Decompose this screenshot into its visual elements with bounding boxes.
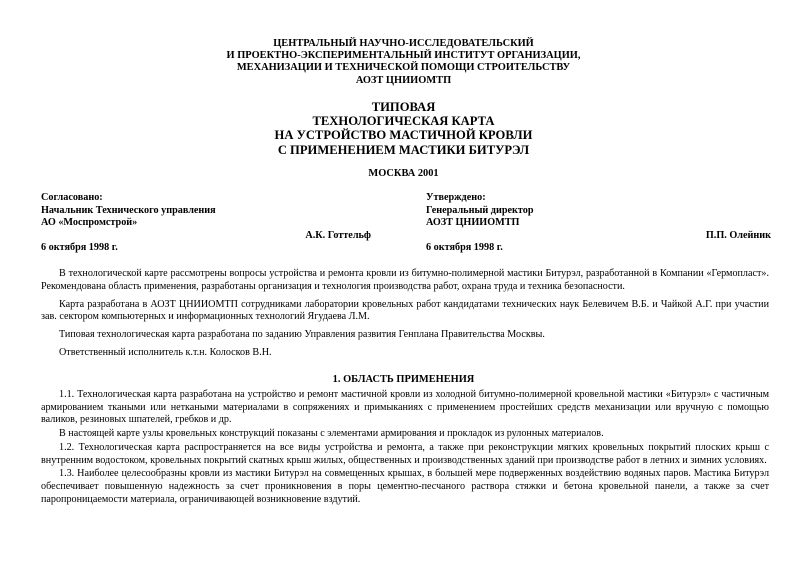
intro-text (41, 268, 769, 365)
signature-org: АО «Моспромстрой» (41, 217, 138, 229)
signature-name: П.П. Олейник (705, 229, 771, 241)
section-paragraph: В настоящей карте узлы кровельных конструкций показаны с элементами армирования и прокладок из рулонных материалов. (59, 428, 604, 440)
title-line: НА УСТРОЙСТВО МАСТИЧНОЙ КРОВЛИ (274, 128, 533, 143)
signature-block-approved (426, 192, 771, 255)
section-paragraph: 1.1. Технологическая карта разработана на устройство и ремонт мастичной кровли из холодной битумно-полимерной кровельной мастики «Битурэл» с частичным армированием ткаными или неткаными материалами в сопряжениях и примыканиях с применением простейших средств механизации или вручную с помощью валиков, резиновых шпателей, гребков и др. (41, 389, 769, 426)
section-paragraph: 1.2. Технологическая карта распространяется на все виды устройства и ремонта, а также при реконструкции мягких кровельных покрытий плоских крыш с внутренним водостоком, кровельных покрытий скатных крыш жилых, общественных и производственных зданий при производстве работ в летних и зимних условиях. (41, 441, 769, 466)
org-line: ЦЕНТРАЛЬНЫЙ НАУЧНО-ИССЛЕДОВАТЕЛЬСКИЙ (273, 38, 534, 49)
signature-date: 6 октября 1998 г. (426, 242, 503, 254)
document-title (0, 100, 807, 157)
section-heading: 1. ОБЛАСТЬ ПРИМЕНЕНИЯ (332, 374, 475, 385)
title-line: ТИПОВАЯ (371, 100, 436, 114)
org-line: АОЗТ ЦНИИОМТП (355, 74, 452, 86)
title-line: С ПРИМЕНЕНИЕМ МАСТИКИ БИТУРЭЛ (277, 142, 530, 157)
org-line: И ПРОЕКТНО-ЭКСПЕРИМЕНТАЛЬНЫЙ ИНСТИТУТ ОРГАНИЗАЦИИ, (226, 50, 581, 62)
signature-name: А.К. Готтельф (305, 229, 371, 241)
section-text (41, 389, 769, 508)
signature-status: Утверждено: (426, 192, 486, 203)
signature-status: Согласовано: (41, 192, 103, 203)
org-line: МЕХАНИЗАЦИИ И ТЕХНИЧЕСКОЙ ПОМОЩИ СТРОИТЕЛЬСТВУ (236, 62, 571, 74)
signature-block-agreed (41, 192, 371, 255)
intro-paragraph: Карта разработана в АОЗТ ЦНИИОМТП сотрудниками лаборатории кровельных работ кандидатами технических наук Белевичем В.Б. и Чайкой А.Г. при участии зав. сектором компьютерных и информационных технологий Ягудаева Л.М. (41, 298, 769, 323)
title-line: ТЕХНОЛОГИЧЕСКАЯ КАРТА (312, 114, 495, 129)
signature-position: Генеральный директор (426, 204, 534, 216)
signature-position: Начальник Технического управления (41, 204, 216, 216)
organization-header (0, 38, 807, 87)
section-paragraph: 1.3. Наиболее целесообразны кровли из мастики Битурэл на совмещенных крышах, в большей мере подверженных воздействию водяных паров. Мастика Битурэл обеспечивает повышенную надежность за счет проникновения в поры цементно-песчаного раствора стяжки и бетона кровельной панели, а также за счет паропроницаемости материала, ограничивающей возникновение вздутий. (41, 468, 769, 505)
signature-org: АОЗТ ЦНИИОМТП (426, 217, 520, 229)
city-year: МОСКВА 2001 (368, 168, 439, 179)
intro-paragraph: В технологической карте рассмотрены вопросы устройства и ремонта кровли из битумно-полимерной мастики Битурэл, разработанной в Компании «Гермопласт». Рекомендована область применения, разработаны организация и технология производства работ, охрана труда и техника безопасности. (41, 268, 769, 292)
signature-date: 6 октября 1998 г. (41, 242, 118, 254)
intro-paragraph: Ответственный исполнитель к.т.н. Колосков В.Н. (59, 347, 272, 359)
intro-paragraph: Типовая технологическая карта разработана по заданию Управления развития Генплана Правительства Москвы. (59, 329, 545, 341)
